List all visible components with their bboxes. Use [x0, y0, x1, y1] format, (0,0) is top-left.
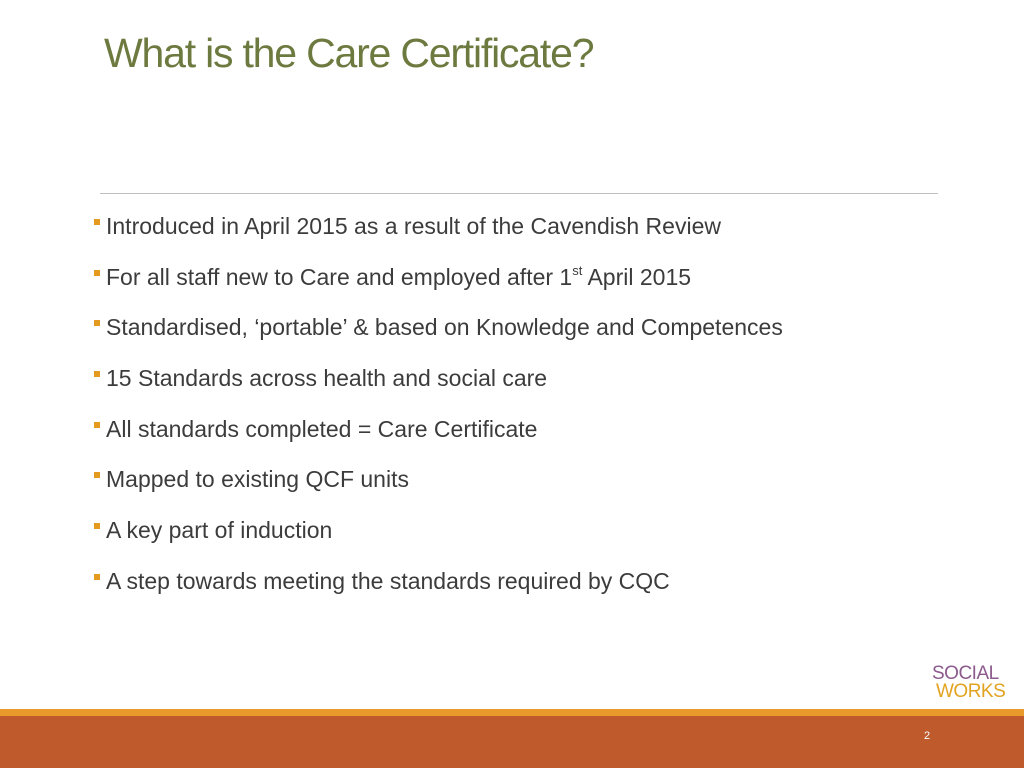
bullet-item: [92, 562, 783, 613]
square-bullet-icon: [94, 320, 100, 326]
slide-title: What is the Care Certificate?: [104, 30, 594, 76]
bullet-text: A key part of induction: [106, 517, 333, 544]
logo-text-social: SOCIAL: [932, 663, 999, 684]
bullet-item: [92, 308, 783, 359]
bullet-text: Introduced in April 2015 as a result of the Cavendish Review: [106, 213, 721, 239]
bullet-text: A step towards meeting the standards required by CQC: [106, 567, 670, 594]
footer-accent-stripe: [0, 709, 1024, 716]
square-bullet-icon: [94, 270, 100, 276]
bullet-item: [92, 460, 783, 511]
bullet-text: [106, 258, 691, 296]
footer-band: [0, 716, 1024, 768]
social-works-logo: [932, 664, 1016, 708]
bullet-item: [92, 410, 783, 461]
bullet-text: 15 Standards across health and social care: [106, 365, 548, 392]
bullet-text: Mapped to existing QCF units: [106, 466, 409, 493]
bullet-list: [92, 207, 783, 613]
square-bullet-icon: [94, 422, 100, 428]
bullet-text: All standards completed = Care Certificate: [106, 415, 538, 442]
square-bullet-icon: [94, 472, 100, 478]
bullet-text: Standardised, ‘portable’ & based on Knowledge and Competences: [106, 314, 783, 341]
bullet-item: [92, 511, 783, 562]
square-bullet-icon: [94, 219, 100, 225]
square-bullet-icon: [94, 523, 100, 529]
logo-text-works: WORKS: [936, 681, 1006, 702]
bullet-item: [92, 359, 783, 410]
page-number: 2: [924, 730, 931, 742]
title-divider: [100, 193, 938, 194]
square-bullet-icon: [94, 371, 100, 377]
superscript: st: [572, 263, 583, 279]
bullet-item: [92, 258, 783, 309]
bullet-text-part: For all staff new to Care and employed after 1: [106, 263, 573, 290]
bullet-text-part: April 2015: [582, 263, 692, 290]
square-bullet-icon: [94, 574, 100, 580]
bullet-item: [92, 207, 783, 258]
